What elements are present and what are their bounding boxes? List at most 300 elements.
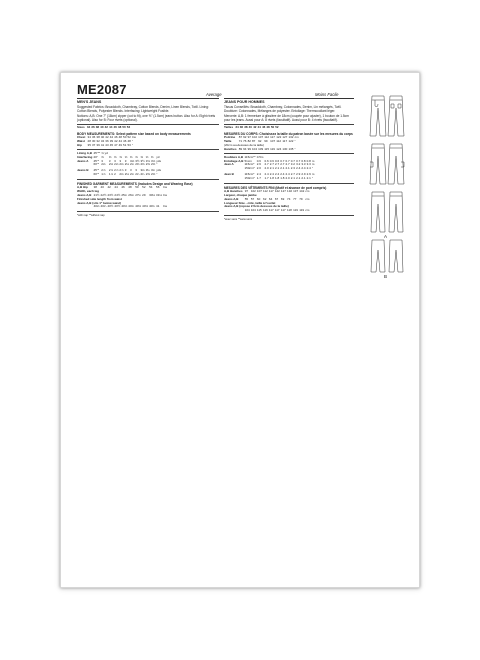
cell-value: 3 [124,168,127,173]
fabric-width: 60"* [93,172,100,177]
cell-value: 37 [91,142,96,147]
cell-value: 46 [123,138,127,143]
finished-measurements-heading: MESURES DES VÊTEMENTS FINI (Motif et aisance de port compris) [224,185,327,190]
cell-value: " [131,142,133,147]
cell-value: 104 [250,208,256,213]
sizes-table [77,126,131,130]
row-label: Entoilage A,B [224,158,244,163]
cell-value: 76 [243,138,247,143]
finished-measurements-table [224,190,310,213]
cell-value: 2.0 [285,176,290,181]
cell-value: 104 [244,208,250,213]
cell-value: " [156,162,158,167]
cell-value: 122 [274,188,280,193]
body-measurements-heading: MESURES DU CORPS: Choisissez la taille du patron basée sur les mesures du corps [224,131,353,136]
row-label: Jean A [224,162,234,167]
cell-value: 2¼ [129,172,135,177]
fabric-width: 150cm* [244,176,255,181]
cell-value: yds [156,158,161,163]
body-measurements-table [77,136,137,148]
cell-value: 41 [156,204,160,209]
cell-value: 2.7 [290,172,295,177]
cell-value: 2.7 [264,162,269,167]
cell-value: 2¼ [129,162,135,167]
cell-value: 115 [256,208,262,213]
cell-value: 119 [270,146,275,151]
cell-value: 38 [93,184,97,189]
cell-value: 36 [105,138,109,143]
cell-value: 2.4 [280,172,285,177]
cell-value: 53 [127,142,131,147]
cell-value: 117 [282,138,288,143]
sizes-label: Tailles [224,125,234,130]
cell-value: 109 [258,146,264,151]
cell-value: 3⅛ [140,168,145,173]
cell-value: 2.6 [256,162,261,167]
cell-value: 94 [243,146,247,151]
cell-value: 122 [276,135,282,140]
cell-value: 0.6 [256,158,261,163]
cell-value: 41 [100,142,105,147]
finished-measurements-heading: FINISHED GARMENT MEASUREMENTS (Includes Design and Wearing Ease) [77,181,193,186]
cell-value: 2.7 [275,162,280,167]
lining-cell: Lining A,B [77,150,92,155]
cell-value: 107 [256,188,262,193]
cell-value: 0.7 [290,158,295,163]
body-measurements-table [224,136,300,152]
cell-value: 42 [114,138,118,143]
cell-value: 2⅛ [101,162,106,167]
divider [224,183,354,184]
cell-value: 89 [238,146,243,151]
cell-value: 0.7 [280,158,285,163]
cell-value: " [311,176,313,181]
length-sub-label: Jeans A,B (repose 2.5cm dessous de la taille) [224,204,289,209]
cell-value: m [311,172,315,177]
cell-value: 2⅞ [119,168,124,173]
measurement-row [77,144,137,148]
cell-value: ⅜ [108,154,112,159]
cell-value: 127 [280,188,286,193]
cell-value: 3 [108,158,111,163]
cell-value: 38 [96,135,100,140]
cell-value: 40½ [107,204,114,209]
cell-value: 39 [109,138,114,143]
cell-value: 1.8 [269,176,274,181]
cell-value: 132 [288,135,294,140]
sizes-table [224,126,280,130]
cell-value: 130 [282,146,288,151]
size-value: 36 [239,125,244,130]
size-value: 38 [244,125,248,130]
cell-value: ⅜ [140,154,143,159]
cell-value: 3.3 [306,162,311,167]
cell-value: 2⅛ [114,162,119,167]
cell-value: 48 [127,138,131,143]
cell-value: 142 [299,188,305,193]
cell-value: 0.8 [306,158,311,163]
fabric-width: 45"* [93,158,100,163]
cell-value: 54 [149,184,153,189]
header-rule-fr [224,98,354,99]
cell-value: m [311,158,315,163]
cell-value: 2.7 [280,162,285,167]
cell-value: 34 [87,135,91,140]
cell-value: 42 [105,135,109,140]
row-label: A,B Hanches [224,188,243,193]
cell-value: 22½ [100,192,107,197]
size-value: 40 [100,125,104,130]
lining-cell: ⅝ yd [101,150,108,155]
cell-value: 44 [109,135,114,140]
cell-value: 132 [287,188,293,193]
size-value: 42 [253,125,257,130]
cell-value: 2.4 [269,172,274,177]
cell-value: 31⅛ [156,192,162,197]
cell-value: 74 [287,196,291,201]
cell-value: 36 [91,135,96,140]
section-title: MEN'S JEANS [77,100,102,104]
cell-value: ⅜ [151,154,154,159]
yardage-table [224,156,315,181]
cell-value: 40⅝ [142,204,148,209]
row-label: Hip [77,142,82,147]
cell-value: Ins [162,184,167,189]
size-value: 50 [122,125,126,130]
cell-value: 87 [252,138,256,143]
view-a-label: A [384,234,388,239]
divider [224,215,354,216]
cell-value: 3½ [140,158,145,163]
width-label: Width, each leg [77,188,99,193]
lining-cell: Doublure A,B [224,154,244,159]
cell-value: ⅜ [101,154,104,159]
cell-value: 1.8 [280,176,285,181]
cell-value: Ins [162,204,167,209]
row-label [224,209,244,213]
cell-value: 2⅜ [140,162,145,167]
footnote: *with nap **without nap [77,213,105,217]
cell-value: 40¾ [128,204,135,209]
jeans-b-row [77,173,162,177]
cell-value: 1.7 [256,176,261,181]
cell-value: 2⅛ [124,172,129,177]
cell-value: ⅜ [145,154,149,159]
row-label: A,B Hip [77,184,88,189]
cell-value: 102 [252,135,258,140]
cell-value: 2⅜ [145,172,150,177]
cell-value: 3 [101,158,103,163]
cell-value: 44 [114,184,118,189]
suggested-fabrics: Tissus Conseillés: Broadcloth, Chambray, Cotonnades, Denim, Lin mélangés, Twill. Doublure: Cotonnades, Mélanges de polyester. Entoilage: Thermocollant léger. [224,104,342,113]
cell-value: 2.1 [285,166,290,171]
cell-value: ⅜ [124,154,128,159]
cell-value: 2¼ [140,172,145,177]
cell-value: 2⅜ [151,162,156,167]
notions-text: Mercerie: A,B: 1 fermeture à glissière de 18cm (coupée pour ajuster), 1 bouton de 1.5cm pour les jeans. Aussi pour A: 8 rivets (facultatif). Aussi pour B: 4 rivets (facultatif). [224,113,349,122]
sizes-row [224,126,280,130]
cell-value: 2.4 [275,172,280,177]
cell-value: 42 [107,184,111,189]
cell-value: ⅜ [119,154,122,159]
cell-value: 97 [244,188,249,193]
cell-value: 24½ [114,192,121,197]
finished-measurements-table [77,186,168,209]
size-value: 46 [261,125,266,130]
length-label: Finished side length from waist [77,196,122,201]
cell-value: 2⅜ [135,162,140,167]
section-title: JEANS POUR HOMMES [224,100,265,104]
cell-value: 1.8 [275,176,280,181]
cell-value: 52 [127,135,131,140]
cell-value: 119 [293,208,298,213]
cell-value: 3.2 [290,162,295,167]
cell-value: 0.6 [275,158,280,163]
cell-value: 2.4 [306,166,311,171]
row-label: Waist [77,138,85,143]
cell-value: Ins [131,135,136,140]
length-row [224,209,310,213]
cell-value: cm [305,208,310,213]
cell-value: 92 [258,138,262,143]
cell-value: 104 [252,146,258,151]
size-value: 34 [86,125,91,130]
cell-value: 23½ [107,192,114,197]
measurement-row [224,148,300,152]
cell-value: 112 [264,135,270,140]
cell-value: 107 [258,135,264,140]
cell-value: 102 [250,188,256,193]
cell-value: 115 [264,146,270,151]
cell-value: 2.1 [290,176,295,181]
size-value: 50 [270,125,275,130]
cell-value: ⅜ [129,154,133,159]
cell-value: 3⅛ [129,158,135,163]
cell-value: 82 [247,138,251,143]
cell-value: 2⅜ [151,172,156,177]
cell-value: 112 [263,188,268,193]
row-label: Chest [77,135,86,140]
cell-value: 50 [123,135,127,140]
cell-value: m [311,162,315,167]
cell-value: 30⅛ [149,192,155,197]
cell-value: 0.6 [264,158,269,163]
cell-value: 2.4 [256,172,261,177]
cell-value: 117 [274,208,280,213]
cell-value: 2⅞ [101,168,106,173]
cell-value: 35 [87,142,91,147]
size-value: 48 [117,125,122,130]
size-value: 34 [235,125,239,130]
cell-value: 99 [247,146,251,151]
jeans-line-drawings [358,92,408,282]
suggested-fabrics: Suggested Fabrics: Broadcloth, Chambray, Cotton Blends, Denim, Linen Blends, Twill. Lining: Cotton Blends, Polyester Blends. Interfacing: Lightweight Fusible. [77,104,209,113]
cell-value: 3½ [135,158,140,163]
row-label: Poitrine [224,135,236,140]
jeans-b-front-drawing [371,192,385,232]
cell-value: 127 [282,135,288,140]
cell-value: 137 [293,188,299,193]
cell-value: 2.1 [269,166,274,171]
cell-value: 2.9 [306,172,311,177]
cell-value: 3¼ [145,168,150,173]
cell-value: 2.1 [306,176,311,181]
cell-value: 3 [124,158,127,163]
cell-value: 2.0 [256,166,261,171]
measurement-note: (20cm au-dessous de la taille) [224,142,265,147]
cell-value: 2⅞ [108,168,114,173]
cell-value: 34 [100,138,105,143]
size-value: 44 [109,125,113,130]
row-label [77,205,93,209]
cell-value: " [294,138,296,143]
jeans-a-side-drawing [370,144,386,184]
cell-value: yd [156,154,160,159]
cell-value: 135 [288,146,294,151]
cell-value: 2.9 [296,172,301,177]
cell-value: 28 [87,138,91,143]
view-b-label: B [384,274,388,279]
cell-value: 52 [142,184,146,189]
cell-value: 40¼ [100,204,107,209]
row-label: Jeans A [77,158,89,163]
cell-value: 3 [129,168,132,173]
cell-value: 2 [114,172,116,177]
cell-value: 3¼ [151,168,156,173]
length-label: Longueur finie - côté, taille à l'ourlet [224,200,276,205]
fabric-width: 115cm* [244,162,255,167]
cell-value: 2.4 [301,166,306,171]
width-label: Largeur, chaque jambe [224,192,257,197]
cell-value: 116 [263,208,268,213]
cell-value: 107 [270,138,276,143]
cell-value: 50 [135,184,139,189]
divider [77,211,219,212]
cell-value: 2⅛ [124,162,129,167]
cell-value: 2⅛ [119,172,124,177]
cell-value: 2⅞ [114,168,119,173]
row-label: Interfacing [77,154,93,159]
cell-value: 0.7 [296,158,301,163]
cell-value: ⅜ [114,154,117,159]
cell-value: 1⅞ [108,172,114,177]
cell-value: 25¼ [121,192,128,197]
cell-value: 21½ [93,192,100,197]
cell-value: " [131,138,133,143]
row-label: Jeans A,B [77,192,92,197]
notions-text: Notions: A,B: One 7" (18cm) zipper (cut to fit), one ⅝" (1.5cm) jeans button. Also for A: Eight rivets (optional). Also for B: Four rivets (optional). [77,113,216,122]
cell-value: ⅜ [135,154,138,159]
lining-cell: 0.5m [256,154,264,159]
row-label [77,173,93,177]
cell-value: 3.3 [301,162,306,167]
cell-value: 2.1 [275,166,280,171]
cell-value: 117 [268,208,274,213]
cell-value: 3 [135,168,137,173]
fabric-width: 150cm* [244,166,255,171]
row-label: Jeans B [77,168,89,173]
difficulty-en: Average [206,92,222,97]
technical-drawings [358,92,408,282]
jeans-b-back-drawing [371,240,385,272]
cell-value: 3 [119,158,122,163]
cell-value: 2.1 [280,166,285,171]
cell-value: 2.7 [269,162,274,167]
cell-value: 2.0 [264,166,269,171]
cell-value: 71 [238,138,243,143]
cell-value: 3⅝ [151,158,156,163]
cell-value: 32 [96,138,100,143]
size-value: 38 [95,125,100,130]
cell-value: 67 [274,196,279,201]
body-measurements-heading: BODY MEASUREMENTS: Select pattern size based on body measurements [77,131,191,136]
size-value: 46 [113,125,117,130]
cell-value: 99 [264,138,268,143]
cell-value: 64 [268,196,273,201]
cell-value: 87 [238,135,243,140]
fabric-width: 45"* [93,168,100,173]
cell-value: 69 [280,196,285,201]
length-row [77,205,168,209]
cell-value: 3⅝ [145,158,150,163]
cell-value: 46 [121,184,125,189]
cell-value: 48 [128,184,132,189]
yardage-table [77,152,162,177]
cell-value: 0.8 [301,158,306,163]
cell-value: 2⅛ [119,162,124,167]
cell-value: yds [156,168,161,173]
size-value: 40 [248,125,252,130]
cell-value: 1.7 [264,176,269,181]
cell-value: 122 [288,138,294,143]
cell-value: 62 [263,196,267,201]
size-value: 52 [275,125,279,130]
cell-value: 40½ [114,204,121,209]
cell-value: 49 [118,142,122,147]
cell-value: 2.4 [296,166,301,171]
cell-value: cm [294,135,299,140]
cell-value: cm [305,196,310,201]
footnote: *avec sens **sans sens [224,217,253,221]
jeans-a-back-drawing [388,96,404,136]
cell-value: 40¾ [149,204,155,209]
lining-cell: 115cm** [244,154,256,159]
row-label: Jeans A,B [224,196,239,201]
row-label [224,177,244,181]
divider [77,179,219,180]
cell-value: 2.1 [296,176,301,181]
pattern-number: ME2087 [77,82,127,97]
cell-value: 124 [276,146,282,151]
cell-value: 39 [96,142,100,147]
cell-value: 40 [100,184,104,189]
cell-value: 43 [105,142,109,147]
cell-value: 79 [299,196,303,201]
cell-value: 2.4 [285,172,290,177]
cell-value: 97 [247,135,251,140]
cell-value: 47 [114,142,118,147]
cell-value: 2¼ [135,172,140,177]
cell-value: 2⅛ [108,162,114,167]
cell-value: 3.2 [296,162,301,167]
cell-value: Ins [162,192,167,197]
cell-value: 46 [114,135,118,140]
cell-value: 0.7 [285,158,290,163]
header-rule-en [77,98,219,99]
cell-value: 40⅝ [135,204,142,209]
cell-value: 2.7 [285,162,290,167]
cell-value: 51 [123,142,127,147]
